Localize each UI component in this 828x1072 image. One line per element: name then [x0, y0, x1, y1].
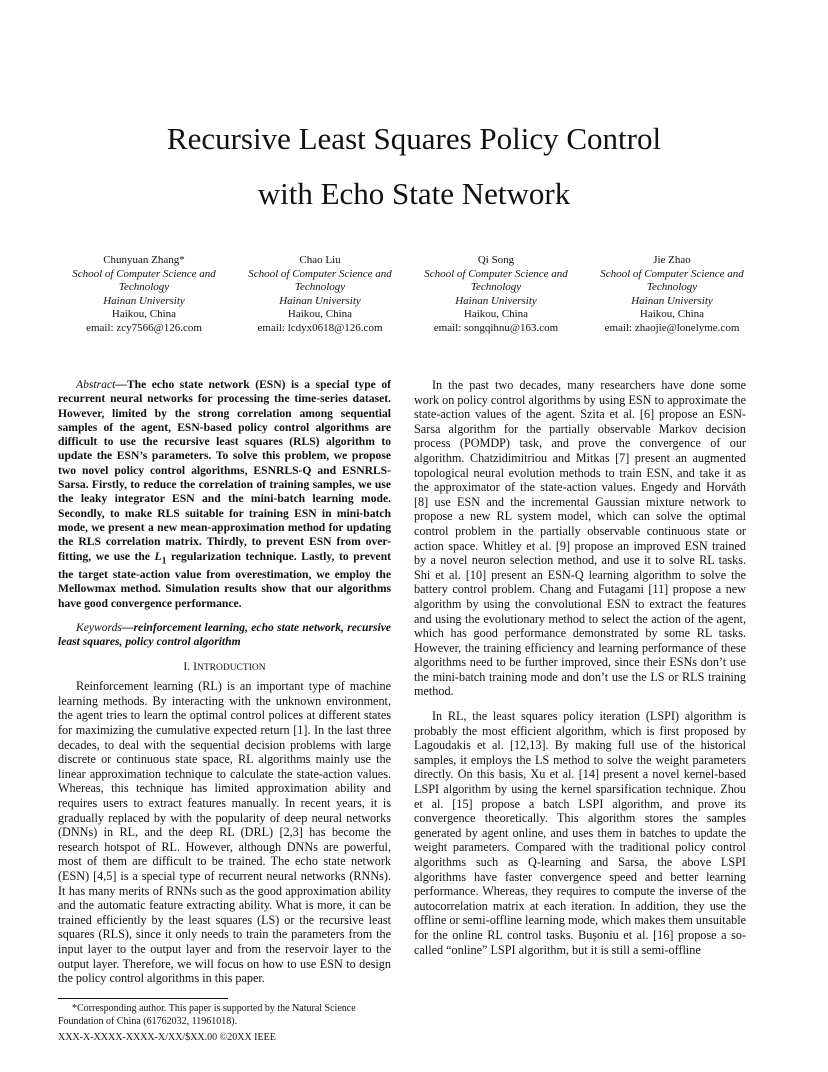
author-school-cont: Technology	[294, 281, 346, 294]
section-heading-introduction	[58, 660, 391, 676]
author-name: Qi Song	[477, 254, 515, 266]
author-school-cont: Technology	[118, 281, 170, 294]
paper-title-line-1: Recursive Least Squares Policy Control	[166, 121, 662, 156]
author-school: School of Computer Science and	[600, 267, 744, 280]
paper-title-line-2: with Echo State Network	[257, 176, 571, 211]
copyright-notice: XXX-X-XXXX-XXXX-X/XX/$XX.00 ©20XX IEEE	[58, 1032, 276, 1043]
author-city: Haikou, China	[639, 308, 705, 321]
footnote-text: *Corresponding author. This paper is supported by the Natural Science Foundation of China (61762032, 11961018).	[58, 1003, 356, 1027]
author-city: Haikou, China	[463, 308, 529, 321]
keywords-label: Keywords	[76, 621, 122, 635]
l1-symbol: L	[154, 549, 162, 563]
keywords	[58, 621, 391, 650]
section-title-rest: NTRODUCTION	[196, 662, 266, 673]
section-initial: I	[193, 659, 197, 673]
author-name: Chao Liu	[299, 254, 341, 266]
author-3	[408, 254, 584, 336]
right-column	[414, 378, 746, 957]
left-column	[58, 378, 391, 986]
author-university: Hainan University	[631, 294, 713, 307]
author-city: Haikou, China	[111, 308, 177, 321]
author-block	[56, 254, 772, 344]
body-paragraph-esn-work: In the past two decades, many researchers have done some work on policy control algorithms by using ESN to approximate the state-action values of the agent. Szita et al. [6] propose an ESN-Sarsa algorithm for the partially observable Markov decision process (POMDP) task, and prove the convergence of our algorithm. Chatzidimitriou and Mitkas [7] present an augmented topological neural evolution methods to train ESN, and take it as the approximator of the state-action values. Engedy and Horváth [8] use ESN and the incremental Gaussian mixture network to propose a new RL system model, which can solve the optimal control problem in the partially observable continuous state or action space. Whitley et al. [9] propose an improved ESN trained by a novel neuron selection method, and use it to solve RL tasks. Shi et al. [10] present an ESN-Q learning algorithm to solve the battery control problem. Chang and Futagami [11] propose a new algorithm by using the convolutional ESN to extract the features and using the evolutionary method to select the action of the agent, which has good performance demonstrated by some RL tasks. However, the training efficiency and learning performance of these algorithms need to be further improved, since their ESNs don’t use the mini-batch training mode and don’t use the LS or RLS training method.	[414, 378, 746, 699]
author-email: email: lcdyx0618@126.com	[257, 321, 383, 334]
abstract-text: —The echo state network (ESN) is a special type of recurrent neural networks for processing the time-series dataset. However, limited by the strong correlation among sequential samples of the agent, ESN-based policy control algorithms are difficult to use the recursive least squares (RLS) algorithm to update the ESN’s parameters. To solve this problem, we propose two novel policy control algorithms, ESNRLS-Q and ESNRLS-Sarsa. Firstly, to reduce the correlation of training samples, we use the leaky integrator ESN and the mini-batch learning mode. Secondly, to make RLS suitable for training ESN in mini-batch mode, we present a new mean-approximation method for updating the RLS correlation matrix. Thirdly, to prevent ESN from over-fitting, we use the	[58, 378, 391, 563]
keywords-text: —reinforcement learning, echo state network, recursive least squares, policy control algorithm	[58, 621, 391, 649]
author-2	[232, 254, 408, 336]
author-school: School of Computer Science and	[248, 267, 392, 280]
author-university: Hainan University	[455, 294, 537, 307]
author-school-cont: Technology	[646, 281, 698, 294]
l1-subscript: 1	[161, 554, 167, 566]
author-name: Jie Zhao	[653, 254, 691, 266]
author-email: email: zcy7566@126.com	[86, 321, 202, 334]
author-university: Hainan University	[279, 294, 361, 307]
abstract	[58, 378, 391, 611]
author-email: email: songqihnu@163.com	[433, 321, 559, 334]
abstract-text-cont: regularization technique. Lastly, to prevent the target state-action value from overestimation, we employ the Mellowmax method. Simulation results show that our algorithms have good convergence performance.	[58, 549, 391, 610]
author-1	[56, 254, 232, 336]
intro-paragraph: Reinforcement learning (RL) is an important type of machine learning methods. By interacting with the unknown environment, the agent tries to learn the optimal control polices at different states for maximizing the cumulative expected return [1]. In the last three decades, to deal with the sequential decision problems with large discrete or continuous state space, RL algorithms mainly use the linear approximation technique to calculate the state-action values. Whereas, this technique has limited approximation ability and requires users to extract features manually. In recent years, it is gradually replaced by with the popularity of deep neural networks (DNNs) in RL, and the deep RL (DRL) [2,3] has become the research hotspot of RL. However, although DNNs are powerful, most of them are difficult to be trained. The echo state network (ESN) [4,5] is a special type of recurrent neural networks (RNNs). It has many merits of RNNs such as the good approximation ability and the automatic feature extracting ability. What is more, it can be trained efficiently by the least squares (LS) or the recursive least squares (RLS), since it only needs to train the parameters from the input layer to the output layer and from the reservoir layer to the output layer. Therefore, we will focus on how to use ESN to design the policy control algorithms in this paper.	[58, 679, 391, 986]
author-school-cont: Technology	[470, 281, 522, 294]
author-4	[584, 254, 760, 336]
author-city: Haikou, China	[287, 308, 353, 321]
section-numeral: I.	[183, 659, 191, 673]
author-school: School of Computer Science and	[424, 267, 568, 280]
body-paragraph-lspi: In RL, the least squares policy iteration (LSPI) algorithm is probably the most efficient algorithm, which is first proposed by Lagoudakis et al. [12,13]. By making full use of the historical samples, it employs the LS method to solve the weight parameters directly. On this basis, Xu et al. [14] present a novel kernel-based LSPI algorithm by using the kernel sparsification technique. Zhou et al. [15] propose a batch LSPI algorithm, and prove its convergence theoretically. This algorithm stores the samples generated by agent online, and uses them in batches to update the weight parameters. Compared with the traditional policy control algorithms such as Q-learning and Sarsa, the above LSPI algorithms have faster convergence speed and better learning performance. Whereas, they requires to compute the inverse of the autocorrelation matrix at each iteration. In addition, they use the offline or semi-offline learning mode, which makes them unsuitable for the online RL control tasks. Buşoniu et al. [16] propose a so-called “online” LSPI algorithm, but it is still a semi-offline	[414, 709, 746, 957]
footnote-rule	[58, 998, 228, 999]
author-name: Chunyuan Zhang*	[103, 254, 185, 266]
author-school: School of Computer Science and	[72, 267, 216, 280]
abstract-label: Abstract	[76, 378, 116, 391]
author-email: email: zhaojie@lonelyme.com	[604, 321, 740, 334]
footnote	[58, 1002, 391, 1028]
author-university: Hainan University	[103, 294, 185, 307]
